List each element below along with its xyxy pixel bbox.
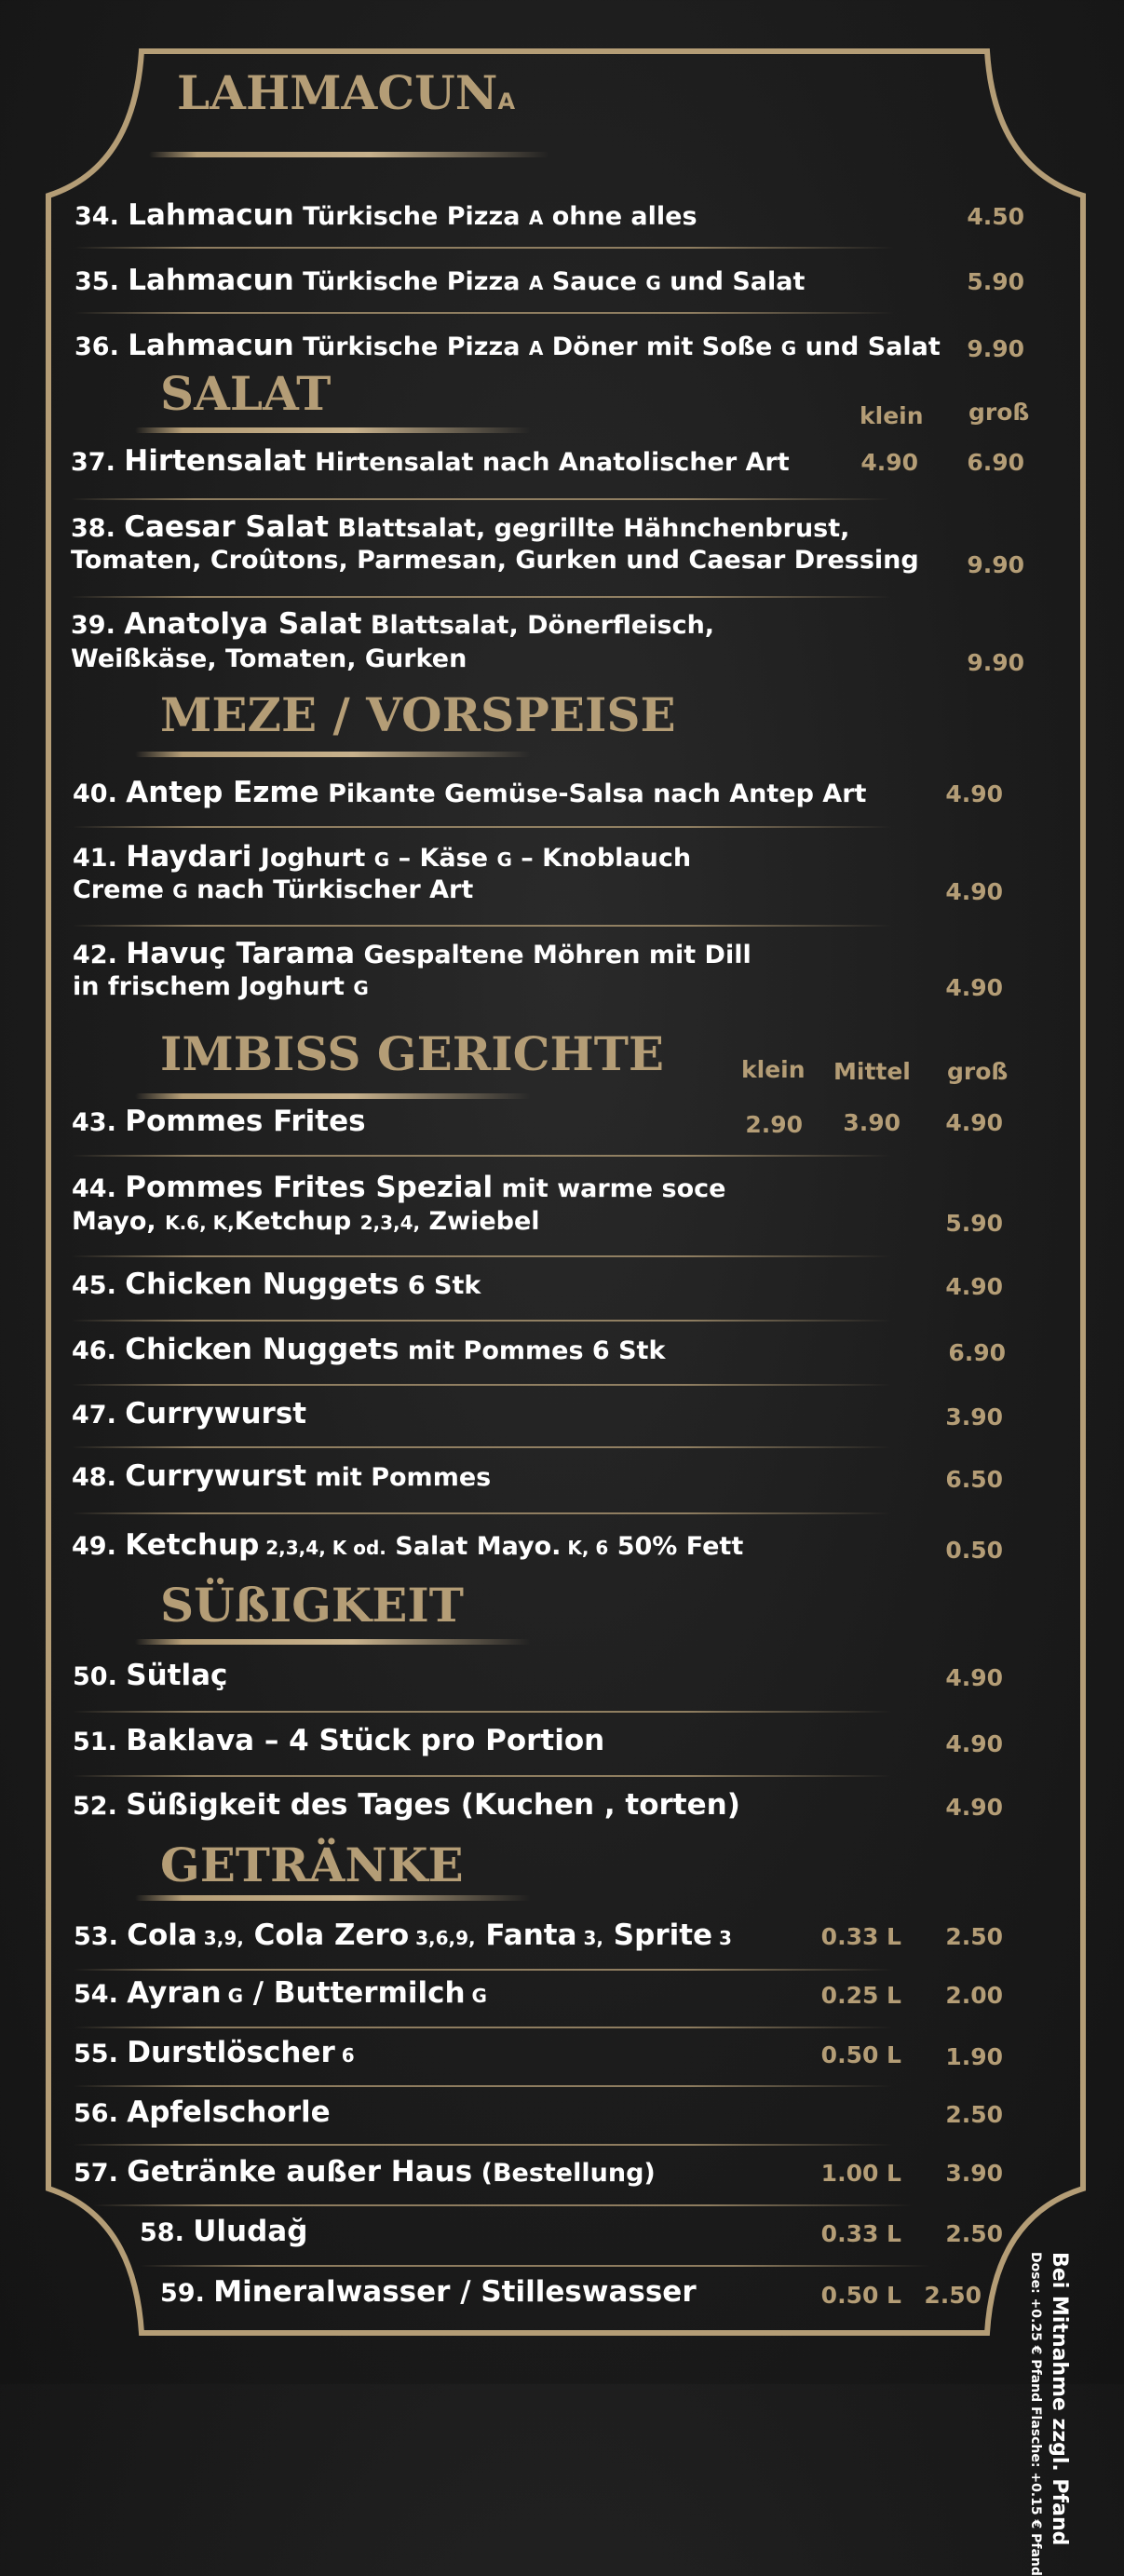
column-header-gross: groß: [968, 399, 1030, 426]
separator: [93, 2204, 913, 2206]
menu-item-52: 52. Süßigkeit des Tages (Kuchen , torten): [73, 1788, 740, 1822]
size-57: 1.00 L: [820, 2160, 901, 2187]
separator: [74, 312, 894, 314]
separator: [71, 596, 890, 598]
deposit-note-title: Bei Mitnahme zzgl. Pfand: [1048, 2252, 1071, 2546]
separator: [73, 1711, 892, 1713]
title-underline: [135, 1895, 531, 1901]
drink-item-55: 55. Durstlöscher 6: [74, 2036, 355, 2069]
menu-item-44-line2: Mayo, K.6, K,Ketchup 2,3,4, Zwiebel: [72, 1207, 540, 1236]
separator: [73, 1775, 892, 1777]
menu-item-41-line2: Creme G nach Türkischer Art: [73, 875, 474, 904]
title-underline: [135, 427, 531, 433]
menu-item-34: 34. Lahmacun Türkische Pizza A ohne alles: [74, 198, 697, 232]
price-43-klein: 2.90: [745, 1111, 803, 1138]
separator: [72, 1384, 891, 1386]
menu-item-46: 46. Chicken Nuggets mit Pommes 6 Stk: [72, 1333, 666, 1366]
size-55: 0.50 L: [820, 2041, 901, 2068]
column-header-klein: klein: [741, 1056, 806, 1083]
price-46: 6.90: [948, 1339, 1006, 1366]
section-title-imbiss: IMBISS GERICHTE: [160, 1026, 665, 1081]
price-42: 4.90: [945, 974, 1003, 1001]
section-title-salat: SALAT: [160, 366, 332, 421]
drink-item-58: 58. Uludağ: [140, 2215, 308, 2248]
separator: [74, 1969, 893, 1971]
drink-item-59: 59. Mineralwasser / Stilleswasser: [160, 2275, 697, 2309]
separator: [73, 925, 892, 927]
price-38: 9.90: [967, 551, 1024, 578]
price-37-klein: 4.90: [860, 449, 918, 476]
menu-item-41: 41. Haydari Joghurt G – Käse G – Knoblauch: [73, 840, 692, 874]
separator: [74, 2144, 893, 2146]
price-58: 2.50: [945, 2220, 1003, 2247]
price-57: 3.90: [945, 2160, 1003, 2187]
section-title-lahmacun: LAHMACUNA: [177, 65, 516, 120]
size-54: 0.25 L: [820, 1982, 901, 2009]
menu-item-40: 40. Antep Ezme Pikante Gemüse-Salsa nach Antep Art: [73, 776, 867, 809]
menu-item-39: 39. Anatolya Salat Blattsalat, Dönerfleisch,: [71, 607, 715, 641]
price-43-mittel: 3.90: [843, 1109, 901, 1136]
menu-item-42: 42. Havuç Tarama Gespaltene Möhren mit Dill: [73, 937, 752, 970]
price-47: 3.90: [945, 1403, 1003, 1430]
price-35: 5.90: [967, 268, 1024, 295]
drink-item-54: 54. Ayran G / Buttermilch G: [74, 1976, 487, 2010]
separator: [72, 1255, 891, 1257]
price-45: 4.90: [945, 1273, 1003, 1300]
menu-item-37: 37. Hirtensalat Hirtensalat nach Anatolischer Art: [71, 444, 790, 478]
price-55: 1.90: [945, 2043, 1003, 2070]
section-title-meze: MEZE / VORSPEISE: [160, 687, 676, 742]
section-title-getraenke: GETRÄNKE: [160, 1837, 464, 1892]
price-43-gross: 4.90: [945, 1109, 1003, 1136]
price-50: 4.90: [945, 1664, 1003, 1691]
menu-item-38-line2: Tomaten, Croûtons, Parmesan, Gurken und Caesar Dressing: [71, 546, 919, 575]
menu-item-36: 36. Lahmacun Türkische Pizza A Döner mit Soße G und Salat: [74, 329, 941, 362]
price-48: 6.50: [945, 1466, 1003, 1493]
price-59: 2.50: [924, 2282, 982, 2309]
price-36: 9.90: [967, 335, 1024, 362]
deposit-note-detail: Dose: +0.25 € Pfand Flasche: +0.15 € Pfand: [1028, 2252, 1043, 2576]
size-53: 0.33 L: [820, 1923, 901, 1950]
menu-item-51: 51. Baklava – 4 Stück pro Portion: [73, 1724, 605, 1757]
menu-item-38: 38. Caesar Salat Blattsalat, gegrillte Hähnchenbrust,: [71, 510, 850, 544]
menu-item-39-line2: Weißkäse, Tomaten, Gurken: [71, 644, 467, 673]
menu-item-45: 45. Chicken Nuggets 6 Stk: [72, 1268, 481, 1301]
menu-item-43: 43. Pommes Frites: [72, 1105, 366, 1138]
menu-item-44: 44. Pommes Frites Spezial mit warme soce: [72, 1171, 726, 1204]
price-56: 2.50: [945, 2101, 1003, 2128]
separator: [71, 498, 890, 500]
column-header-klein: klein: [860, 402, 924, 429]
size-59: 0.50 L: [820, 2282, 901, 2309]
separator: [73, 826, 892, 828]
menu-item-49: 49. Ketchup 2,3,4, K od. Salat Mayo. K, 6 50% Fett: [72, 1528, 744, 1562]
separator: [140, 2265, 931, 2267]
menu-item-47: 47. Currywurst: [72, 1397, 307, 1430]
column-header-gross: groß: [947, 1058, 1009, 1085]
menu-item-48: 48. Currywurst mit Pommes: [72, 1459, 492, 1493]
separator: [72, 1155, 891, 1157]
drink-item-53: 53. Cola 3,9, Cola Zero 3,6,9, Fanta 3, Sprite 3: [74, 1918, 732, 1952]
drink-item-57: 57. Getränke außer Haus (Bestellung): [74, 2155, 656, 2189]
size-58: 0.33 L: [820, 2220, 901, 2247]
price-49: 0.50: [945, 1537, 1003, 1564]
menu-item-42-line2: in frischem Joghurt G: [73, 972, 369, 1001]
price-52: 4.90: [945, 1794, 1003, 1821]
column-header-mittel: Mittel: [833, 1058, 911, 1085]
section-title-suessigkeit: SÜßIGKEIT: [160, 1578, 464, 1633]
price-51: 4.90: [945, 1730, 1003, 1757]
price-37-gross: 6.90: [967, 449, 1024, 476]
price-44: 5.90: [945, 1210, 1003, 1237]
price-54: 2.00: [945, 1982, 1003, 2009]
title-underline: [135, 1639, 531, 1645]
separator: [74, 247, 894, 249]
separator: [72, 1512, 891, 1514]
separator: [72, 1446, 891, 1448]
menu-item-50: 50. Sütlaç: [73, 1659, 228, 1692]
title-underline: [135, 752, 531, 757]
price-39: 9.90: [967, 649, 1024, 676]
price-53: 2.50: [945, 1923, 1003, 1950]
title-underline: [149, 152, 549, 157]
menu-item-35: 35. Lahmacun Türkische Pizza A Sauce G und Salat: [74, 264, 806, 297]
separator: [74, 2085, 893, 2087]
title-underline: [135, 1093, 531, 1099]
price-40: 4.90: [945, 780, 1003, 807]
price-34: 4.50: [967, 203, 1024, 230]
separator: [72, 1320, 891, 1322]
separator: [74, 2027, 893, 2028]
drink-item-56: 56. Apfelschorle: [74, 2095, 331, 2129]
price-41: 4.90: [945, 878, 1003, 905]
